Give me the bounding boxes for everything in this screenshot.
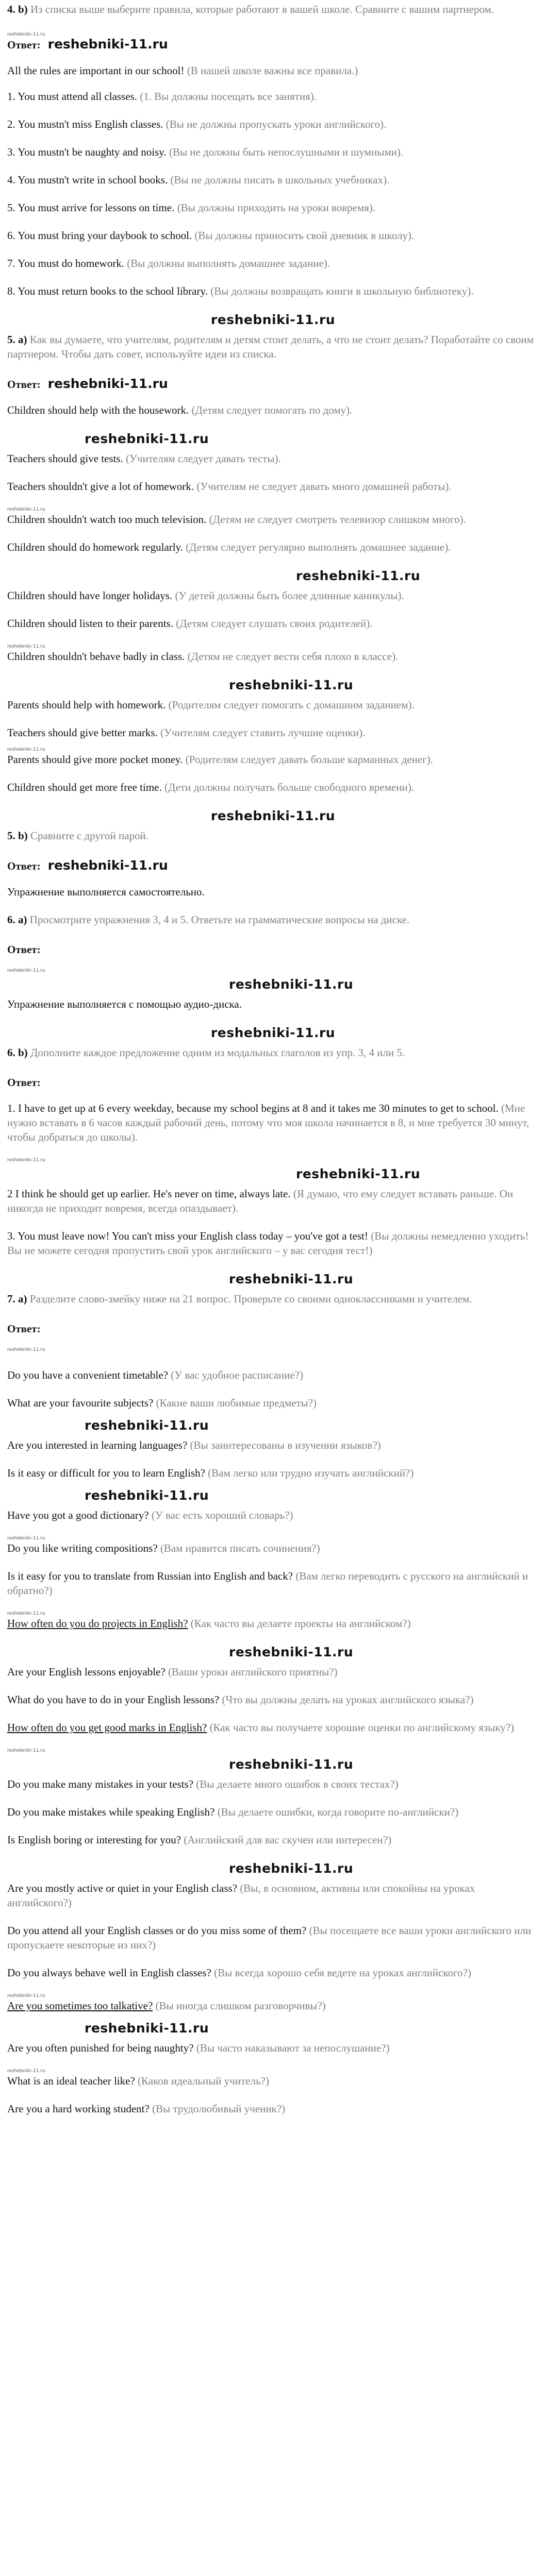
sentence-item: 1. I have to get up at 6 every weekday, because my school begins at 8 and it takes me 30 minutes to get to school. (Мне нужно вставать в 6 часов каждый рабочий день, потому что моя школа начинается в 8, и мне требуется 30 минут, чтобы добраться до школы). [7,1102,530,1143]
advice-item: Parents should help with homework. (Родителям следует помогать с домашним заданием). [7,699,415,711]
rule-item: 6. You must bring your daybook to school. (Вы должны приносить свой дневник в школу). [7,229,415,242]
advice-item: Teachers shouldn't give a lot of homework. (Учителям не следует давать много домашней работы). [7,480,452,493]
task-number: 6. a) [7,913,27,926]
watermark-small: reshebniki-11.ru [7,1748,45,1753]
task-number: 6. b) [7,1046,28,1059]
question-item: Are you often punished for being naughty? (Вы часто наказывают за непослушание?) [7,2042,390,2054]
watermark: reshebniki-11.ru [85,431,209,446]
task-number: 5. a) [7,333,27,346]
task-heading [7,828,539,843]
watermark-small: reshebniki-11.ru [7,32,45,37]
task-number: 4. b) [7,3,28,15]
task-instruction: Разделите слово-змейку ниже на 21 вопрос. Проверьте со своими одноклассниками и учителем. [29,1293,472,1305]
answer-intro: All the rules are important in our school! (В нашей школе важны все правила.) [7,64,358,77]
section-6b [7,1045,539,1287]
task-heading [7,912,539,927]
question-item: Are you a hard working student? (Вы трудолюбивый ученик?) [7,2103,286,2115]
question-item: Have you got a good dictionary? (У вас есть хороший словарь?) [7,1509,293,1521]
rule-item: 8. You must return books to the school library. (Вы должны возвращать книги в школьную библиотеку). [7,285,474,297]
watermark: reshebniki-11.ru [229,1645,354,1659]
task-heading [7,1292,539,1306]
question-item: What are your favourite subjects? (Какие ваши любимые предметы?) [7,1397,317,1409]
advice-item: Children should help with the housework. (Детям следует помогать по дому). [7,404,353,416]
task-heading [7,332,539,361]
task-instruction: Как вы думаете, что учителям, родителям и детям стоит делать, а что не стоит делать? Поработайте со своим партнером. Чтобы дать совет, используйте идеи из списка. [7,333,534,360]
advice-item: Teachers should give tests. (Учителям следует давать тесты). [7,452,281,465]
task-heading [7,1045,539,1060]
advice-item: Parents should give more pocket money. (Родителям следует давать больше карманных денег). [7,753,434,766]
task-number: 5. b) [7,829,28,842]
answer-label: Ответ: reshebniki-11.ru [7,37,168,52]
watermark: reshebniki-11.ru [210,1025,336,1040]
task-heading [7,2,539,16]
watermark: reshebniki-11.ru [85,1418,209,1433]
watermark-small: reshebniki-11.ru [7,1158,45,1163]
sentence-item: 3. You must leave now! You can't miss your English class today – you've got a test! (Вы должны немедленно уходить! Вы не можете сегодня пропустить свой урок английского – у вас сегодня тест!) [7,1230,529,1257]
answer-label: Ответ: [7,943,41,956]
advice-item: Children should listen to their parents. (Детям следует слушать своих родителей). [7,617,373,630]
advice-item: Children shouldn't watch too much television. (Детям не следует смотреть телевизор слишком много). [7,513,466,526]
advice-item: Children shouldn't behave badly in class. (Детям не следует вести себя плохо в классе). [7,650,399,663]
question-item: Do you like writing compositions? (Вам нравится писать сочинения?) [7,1542,320,1554]
section-6a [7,912,539,1011]
watermark: reshebniki-11.ru [229,977,354,992]
section-4b [7,2,539,298]
answer-label: Ответ: [7,1323,41,1335]
advice-item: Children should have longer holidays. (У детей должны быть более длинные каникулы). [7,589,404,602]
task-instruction: Из списка выше выберите правила, которые работают в вашей школе. Сравните с вашим партнером. [30,3,494,15]
watermark-small: reshebniki-11.ru [7,1993,45,1998]
watermark-small: reshebniki-11.ru [7,968,45,973]
advice-item: Children should do homework regularly. (Детям следует регулярно выполнять домашнее задание). [7,541,451,553]
sentence-item: 2 I think he should get up earlier. He's never on time, always late. (Я думаю, что ему следует вставать раньше. Он никогда не приходит вовремя, всегда опаздывает). [7,1188,514,1214]
watermark: reshebniki-11.ru [296,568,421,583]
watermark-small: reshebniki-11.ru [7,2069,45,2074]
answer-text: Упражнение выполняется с помощью аудио-диска. [7,998,242,1010]
watermark: reshebniki-11.ru [296,1166,421,1181]
watermark-small: reshebniki-11.ru [7,644,45,649]
question-item: What is an ideal teacher like? (Каков идеальный учитель?) [7,2075,269,2087]
question-item: Is it easy or difficult for you to learn English? (Вам легко или трудно изучать английский?) [7,1467,414,1479]
rule-item: 1. You must attend all classes. (1. Вы должны посещать все занятия). [7,90,317,103]
watermark-small: reshebniki-11.ru [7,747,45,752]
watermark: reshebniki-11.ru [229,1861,354,1876]
question-item: How often do you get good marks in English? (Как часто вы получаете хорошие оценки по английскому языку?) [7,1721,515,1734]
watermark-small: reshebniki-11.ru [7,1611,45,1616]
watermark: reshebniki-11.ru [47,858,168,873]
task-number: 7. a) [7,1293,27,1305]
rule-item: 4. You mustn't write in school books. (Вы не должны писать в школьных учебниках). [7,174,390,186]
question-item: Are you sometimes too talkative? (Вы иногда слишком разговорчивы?) [7,1999,326,2012]
task-instruction: Сравните с другой парой. [30,829,149,842]
question-item: Is English boring or interesting for you? (Английский для вас скучен или интересен?) [7,1834,392,1846]
answer-label: Ответ: reshebniki-11.ru [7,858,168,873]
question-item: What do you have to do in your English lessons? (Что вы должны делать на уроках английского языка?) [7,1693,474,1706]
section-5b [7,828,539,899]
question-item: Do you always behave well in English classes? (Вы всегда хорошо себя ведете на уроках английского?) [7,1967,471,1979]
watermark-small: reshebniki-11.ru [7,507,45,512]
watermark: reshebniki-11.ru [229,1272,354,1286]
watermark: reshebniki-11.ru [85,1488,209,1503]
watermark: reshebniki-11.ru [47,376,168,391]
watermark: reshebniki-11.ru [210,808,336,823]
watermark: reshebniki-11.ru [229,1757,354,1772]
watermark-small: reshebniki-11.ru [7,1536,45,1541]
advice-item: Teachers should give better marks. (Учителям следует ставить лучшие оценки). [7,726,366,739]
question-item: Do you attend all your English classes or do you miss some of them? (Вы посещаете все ваши уроки английского или пропускаете некоторые из них?) [7,1924,532,1951]
question-item: Are your English lessons enjoyable? (Ваши уроки английского приятны?) [7,1666,338,1678]
advice-item: Children should get more free time. (Дети должны получать больше свободного времени). [7,781,415,793]
question-item: Are you interested in learning languages? (Вы заинтересованы в изучении языков?) [7,1439,381,1451]
question-item: How often do you do projects in English? (Как часто вы делаете проекты на английском?) [7,1617,411,1630]
watermark: reshebniki-11.ru [229,677,354,692]
watermark-small: reshebniki-11.ru [7,1347,45,1352]
watermark: reshebniki-11.ru [85,2021,209,2036]
section-7a [7,1292,539,2116]
rule-item: 2. You mustn't miss English classes. (Вы не должны пропускать уроки английского). [7,118,387,130]
watermark: reshebniki-11.ru [210,312,336,327]
question-item: Do you make mistakes while speaking English? (Вы делаете ошибки, когда говорите по-английски?) [7,1806,459,1818]
answer-label: Ответ: [7,1076,41,1089]
question-item: Do you have a convenient timetable? (У вас удобное расписание?) [7,1369,304,1381]
question-item: Do you make many mistakes in your tests? (Вы делаете много ошибок в своих тестах?) [7,1778,399,1790]
task-instruction: Просмотрите упражнения 3, 4 и 5. Ответьте на грамматические вопросы на диске. [29,913,410,926]
rule-item: 7. You must do homework. (Вы должны выполнять домашнее задание). [7,257,330,269]
answer-text: Упражнение выполняется самостоятельно. [7,886,205,898]
watermark: reshebniki-11.ru [47,37,168,52]
question-item: Is it easy for you to translate from Russian into English and back? (Вам легко переводить с русского на английский и обратно?) [7,1570,528,1597]
task-instruction: Дополните каждое предложение одним из модальных глаголов из упр. 3, 4 или 5. [30,1046,405,1059]
answer-label: Ответ: reshebniki-11.ru [7,376,168,391]
rule-item: 3. You mustn't be naughty and noisy. (Вы не должны быть непослушными и шумными). [7,146,404,158]
question-item: Are you mostly active or quiet in your English class? (Вы, в основном, активны или спокойны на уроках английского?) [7,1882,475,1909]
rule-item: 5. You must arrive for lessons on time. (Вы должны приходить на уроки вовремя). [7,201,376,214]
section-5a [7,332,539,794]
